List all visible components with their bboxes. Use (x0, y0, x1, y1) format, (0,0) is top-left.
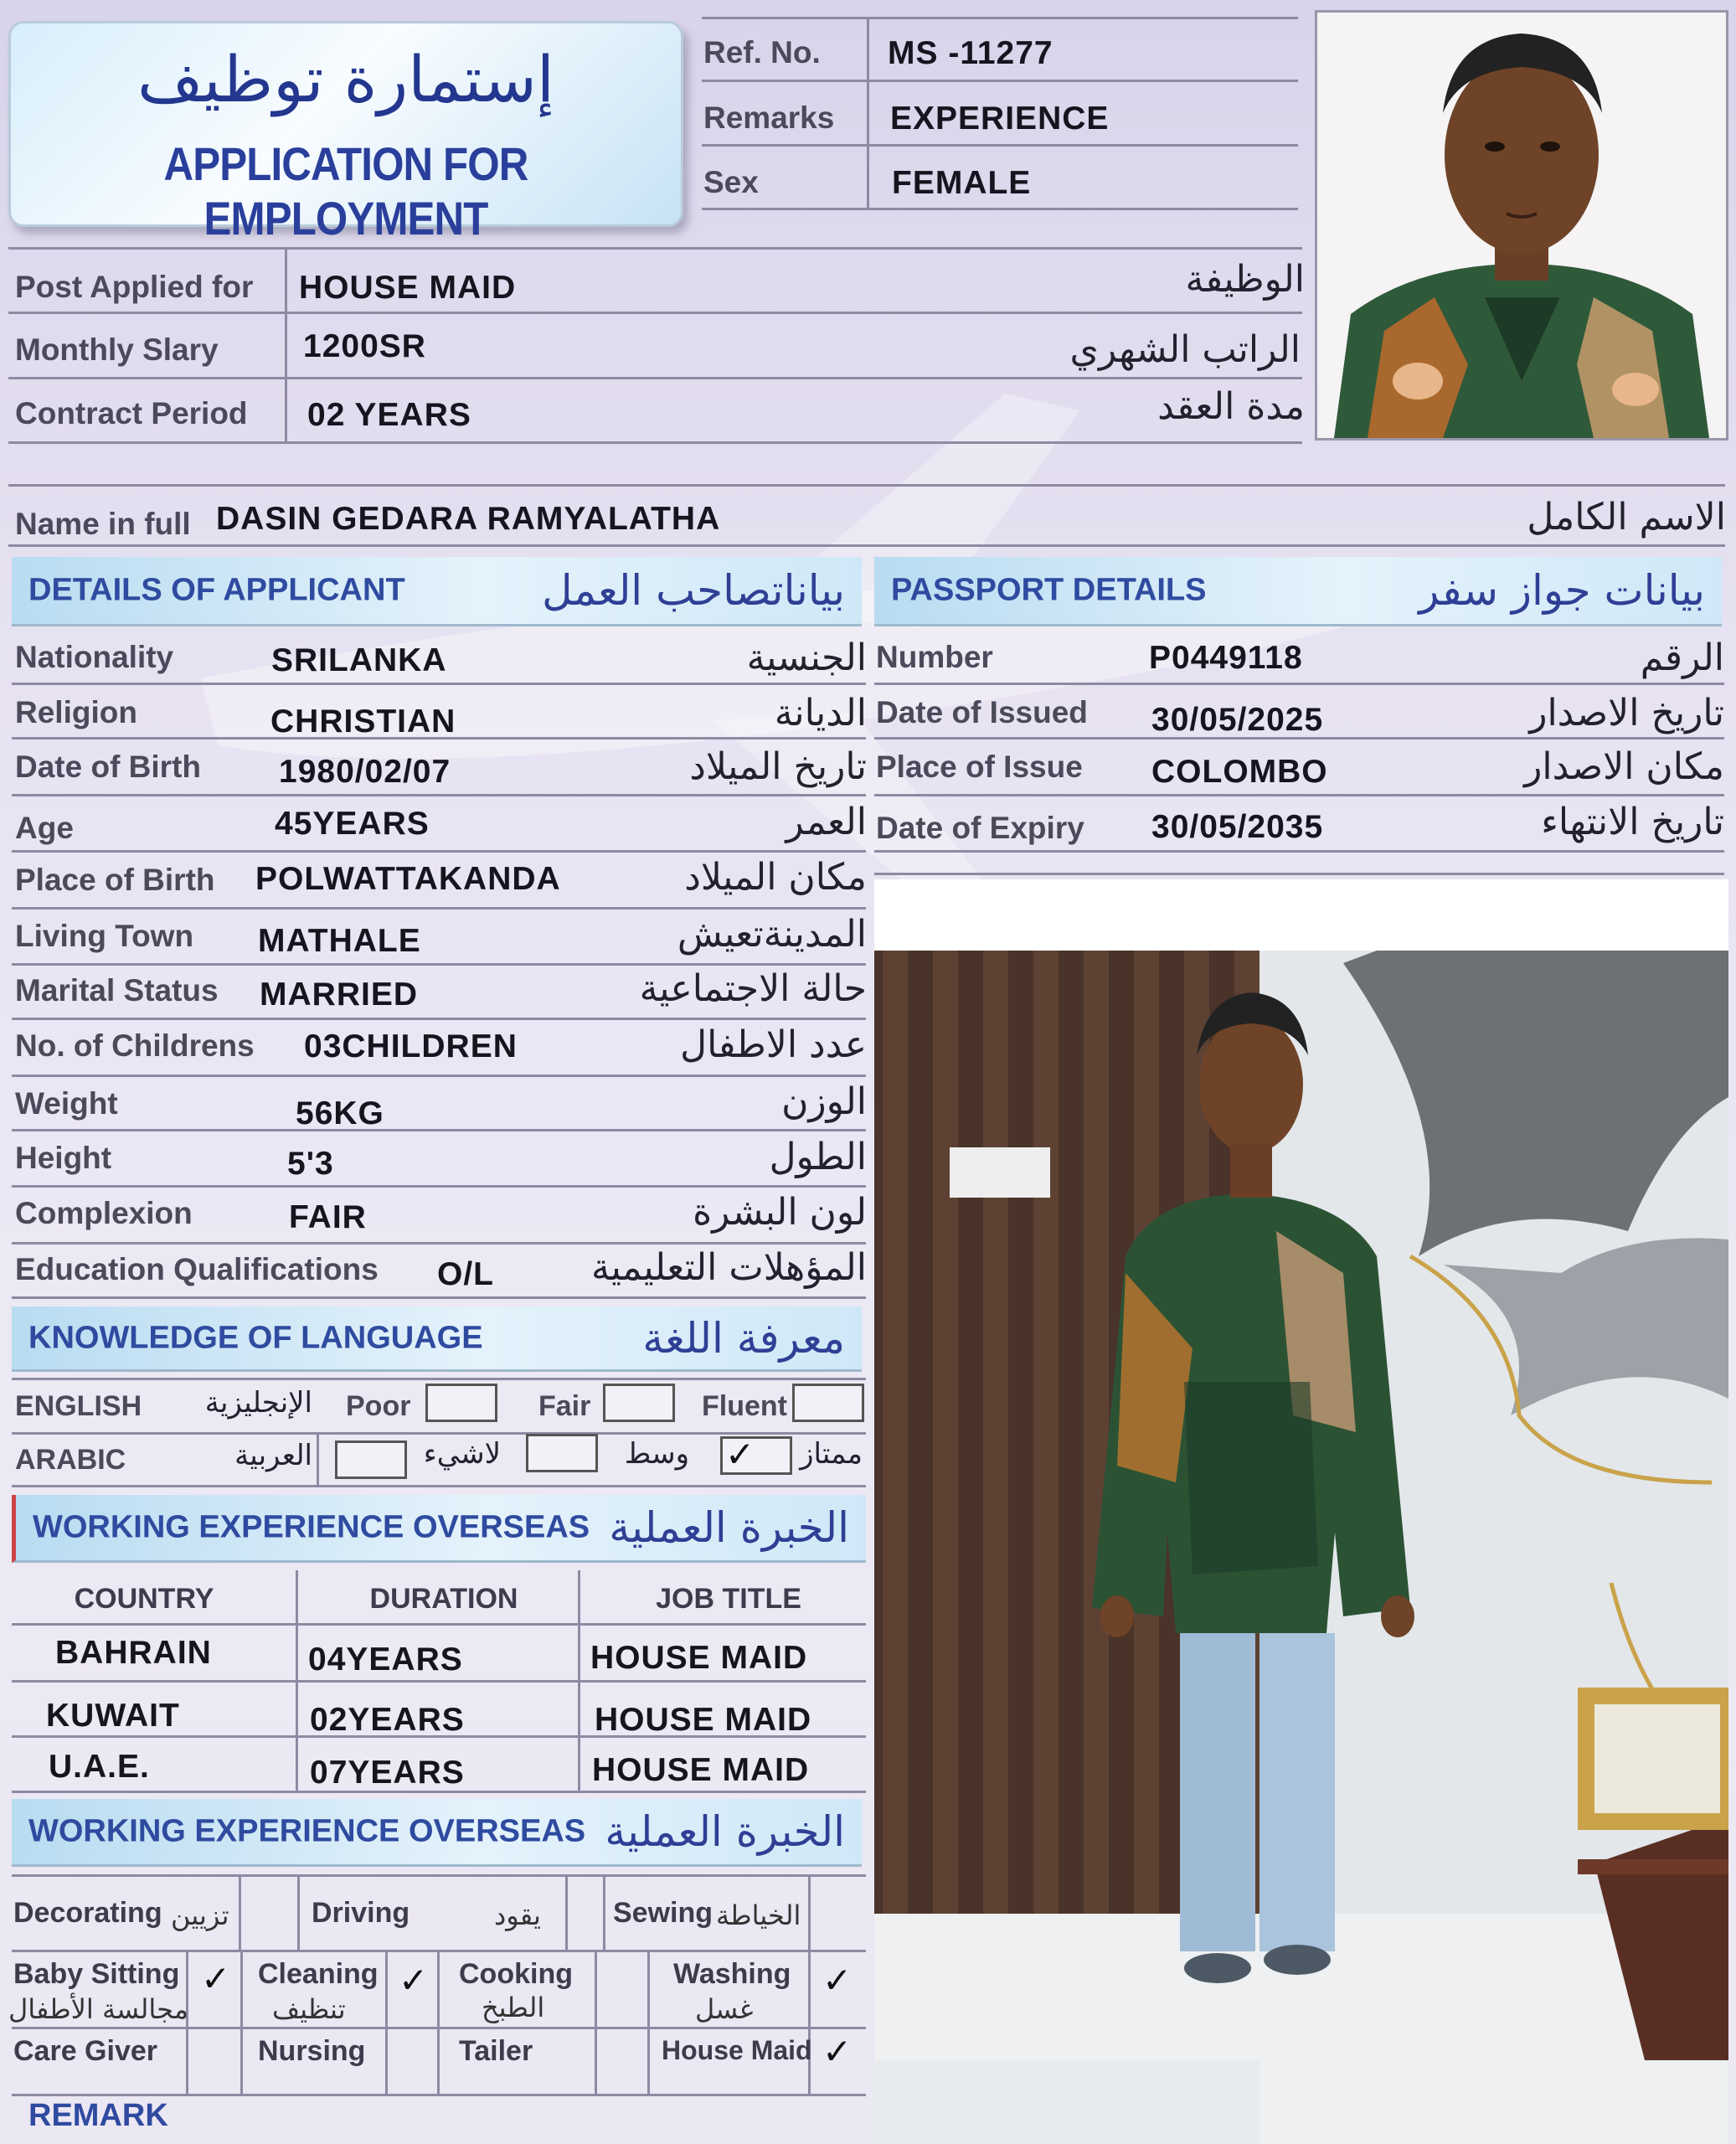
complexion-ar: لون البشرة (693, 1191, 867, 1234)
arabic-none-checkbox[interactable] (335, 1440, 407, 1479)
applicant-section-title-ar: بياناتصاحب العمل (542, 566, 845, 615)
dob-value: 1980/02/07 (279, 754, 451, 790)
skill-driving-ar: يقود (494, 1899, 541, 1931)
monthly-salary-label: Monthly Slary (15, 332, 219, 367)
language-section-title-ar: معرفة اللغة (642, 1313, 845, 1363)
english-fluent-checkbox[interactable] (792, 1384, 864, 1422)
experience-header-duration: DURATION (369, 1583, 518, 1615)
skill-cleaning-check-icon: ✓ (399, 1960, 429, 2001)
english-fluent-label: Fluent (702, 1390, 787, 1422)
skill-cleaning-ar: تنظيف (272, 1993, 346, 2025)
skill-cooking-ar: الطبخ (482, 1992, 545, 2023)
nationality-value: SRILANKA (271, 642, 447, 678)
arabic-label: ARABIC (15, 1444, 126, 1476)
language-section-header (12, 1306, 862, 1372)
form-title-english: APPLICATION FOR EMPLOYMENT (163, 137, 528, 245)
arabic-excellent-label: ممتاز (800, 1437, 863, 1471)
education-label: Education Qualifications (15, 1252, 379, 1286)
experience-section-title-ar: الخبرة العملية (609, 1503, 849, 1552)
children-value: 03CHILDREN (304, 1028, 518, 1064)
height-ar: الطول (769, 1136, 867, 1178)
post-applied-label: Post Applied for (15, 270, 254, 304)
marital-status-label: Marital Status (15, 973, 219, 1008)
skill-nursing-label: Nursing (258, 2035, 366, 2067)
english-label: ENGLISH (15, 1390, 142, 1422)
applicant-section-header (12, 557, 862, 626)
date-expiry-label: Date of Expiry (876, 811, 1084, 845)
applicant-full-body-photo (874, 879, 1728, 2144)
date-expiry-ar: تاريخ الانتهاء (1541, 801, 1724, 843)
skill-decorating-label: Decorating (13, 1897, 162, 1929)
skill-cooking-label: Cooking (459, 1958, 573, 1990)
experience-duration: 07YEARS (310, 1755, 465, 1791)
english-fair-label: Fair (538, 1390, 591, 1422)
post-applied-ar: الوظيفة (1185, 258, 1305, 301)
weight-value: 56KG (296, 1095, 384, 1131)
form-title-arabic: إستمارة توظيف (137, 42, 554, 116)
skills-section-title: WORKING EXPERIENCE OVERSEAS (28, 1813, 586, 1849)
place-of-birth-label: Place of Birth (15, 863, 215, 897)
experience-header-job: JOB TITLE (656, 1583, 801, 1615)
passport-section-title-ar: بيانات جواز سفر (1419, 566, 1705, 615)
sex-value: FEMALE (892, 165, 1032, 201)
religion-value: CHRISTIAN (270, 704, 456, 740)
contract-period-label: Contract Period (15, 396, 248, 430)
dob-ar: تاريخ الميلاد (689, 745, 867, 788)
skill-house-maid-check-icon: ✓ (822, 2031, 853, 2072)
skill-cleaning-label: Cleaning (258, 1958, 379, 1990)
english-poor-checkbox[interactable] (425, 1384, 497, 1422)
marital-status-ar: حالة الاجتماعية (639, 967, 867, 1010)
skill-house-maid-label: House Maid (662, 2035, 812, 2065)
education-value: O/L (437, 1256, 494, 1292)
dob-label: Date of Birth (15, 750, 201, 784)
nationality-ar: الجنسية (746, 636, 867, 679)
age-label: Age (15, 811, 74, 845)
date-expiry-value: 30/05/2035 (1151, 809, 1324, 845)
experience-section-header (12, 1495, 866, 1563)
skill-driving-label: Driving (312, 1897, 410, 1929)
passport-section-title: PASSPORT DETAILS (891, 572, 1207, 608)
english-fair-checkbox[interactable] (603, 1384, 675, 1422)
date-issued-value: 30/05/2025 (1151, 702, 1324, 738)
religion-ar: الديانة (774, 692, 867, 734)
arabic-label-ar: العربية (234, 1439, 312, 1472)
name-ar: الاسم الكامل (1527, 496, 1726, 539)
skill-decorating-ar: تزيين (171, 1899, 229, 1931)
skill-washing-label: Washing (673, 1958, 791, 1990)
arabic-none-label: لاشيء (423, 1437, 501, 1471)
experience-job: HOUSE MAID (595, 1702, 812, 1738)
complexion-label: Complexion (15, 1196, 193, 1230)
experience-country: KUWAIT (46, 1698, 180, 1734)
experience-job: HOUSE MAID (590, 1640, 808, 1676)
name-label: Name in full (15, 507, 191, 541)
form-title-box (8, 21, 683, 245)
passport-number-value: P0449118 (1149, 640, 1303, 676)
passport-number-label: Number (876, 640, 993, 674)
ref-no-label: Ref. No. (703, 35, 821, 70)
remarks-value: EXPERIENCE (890, 100, 1110, 137)
skills-section-header (12, 1799, 862, 1867)
skill-washing-ar: غسل (695, 1993, 754, 2025)
living-town-ar: المدينةتعيش (677, 913, 867, 956)
english-poor-label: Poor (346, 1390, 411, 1422)
height-value: 5'3 (287, 1146, 334, 1182)
name-value: DASIN GEDARA RAMYALATHA (216, 501, 721, 537)
weight-ar: الوزن (781, 1080, 867, 1123)
ref-no-value: MS -11277 (888, 35, 1053, 71)
language-section-title: KNOWLEDGE OF LANGUAGE (28, 1320, 483, 1355)
applicant-portrait-photo (1315, 10, 1728, 441)
date-issued-ar: تاريخ الاصدار (1529, 692, 1724, 734)
place-of-birth-ar: مكان الميلاد (684, 856, 867, 899)
skill-baby-sitting-ar: مجالسة الأطفال (8, 1993, 188, 2025)
religion-label: Religion (15, 695, 137, 729)
post-applied-value: HOUSE MAID (299, 270, 517, 306)
contract-period-ar: مدة العقد (1157, 385, 1305, 428)
height-label: Height (15, 1141, 112, 1175)
living-town-value: MATHALE (258, 923, 421, 959)
skill-sewing-ar: الخياطة (716, 1899, 801, 1931)
skill-baby-sitting-check-icon: ✓ (201, 1958, 231, 1999)
place-of-birth-value: POLWATTAKANDA (255, 861, 561, 897)
marital-status-value: MARRIED (260, 977, 418, 1013)
nationality-label: Nationality (15, 640, 174, 674)
remarks-label: Remarks (703, 100, 835, 135)
age-ar: العمر (786, 801, 867, 843)
date-issued-label: Date of Issued (876, 695, 1088, 729)
age-value: 45YEARS (275, 806, 430, 842)
experience-header-country: COUNTRY (74, 1583, 214, 1615)
experience-duration: 02YEARS (310, 1702, 465, 1738)
experience-section-title: WORKING EXPERIENCE OVERSEAS (33, 1509, 590, 1545)
children-label: No. of Childrens (15, 1028, 255, 1063)
children-ar: عدد الاطفال (680, 1023, 867, 1066)
skill-sewing-label: Sewing (613, 1897, 713, 1929)
sex-label: Sex (703, 165, 759, 199)
applicant-section-title: DETAILS OF APPLICANT (28, 572, 405, 608)
education-ar: المؤهلات التعليمية (591, 1246, 867, 1289)
weight-label: Weight (15, 1086, 118, 1121)
experience-job: HOUSE MAID (592, 1752, 810, 1788)
experience-country: U.A.E. (49, 1749, 150, 1785)
experience-duration: 04YEARS (308, 1642, 463, 1678)
english-label-ar: الإنجليزية (204, 1386, 312, 1420)
skills-section-title-ar: الخبرة العملية (605, 1807, 845, 1856)
passport-number-ar: الرقم (1640, 636, 1724, 679)
skill-washing-check-icon: ✓ (822, 1960, 853, 2001)
living-town-label: Living Town (15, 919, 194, 953)
arabic-medium-label: وسط (624, 1437, 689, 1471)
skill-baby-sitting-label: Baby Sitting (13, 1958, 180, 1990)
contract-period-value: 02 YEARS (307, 397, 471, 433)
skill-tailer-label: Tailer (459, 2035, 533, 2067)
arabic-excellent-check-icon: ✓ (725, 1434, 755, 1475)
experience-country: BAHRAIN (55, 1635, 212, 1671)
arabic-medium-checkbox[interactable] (526, 1434, 598, 1472)
complexion-value: FAIR (289, 1199, 367, 1235)
monthly-salary-ar: الراتب الشهري (1069, 328, 1301, 371)
place-issue-label: Place of Issue (876, 750, 1083, 784)
place-issue-value: COLOMBO (1151, 754, 1328, 790)
passport-section-header (874, 557, 1722, 626)
remark-label: REMARK (28, 2098, 168, 2133)
monthly-salary-value: 1200SR (303, 328, 426, 364)
place-issue-ar: مكان الاصدار (1524, 745, 1724, 788)
skill-care-giver-label: Care Giver (13, 2035, 157, 2067)
